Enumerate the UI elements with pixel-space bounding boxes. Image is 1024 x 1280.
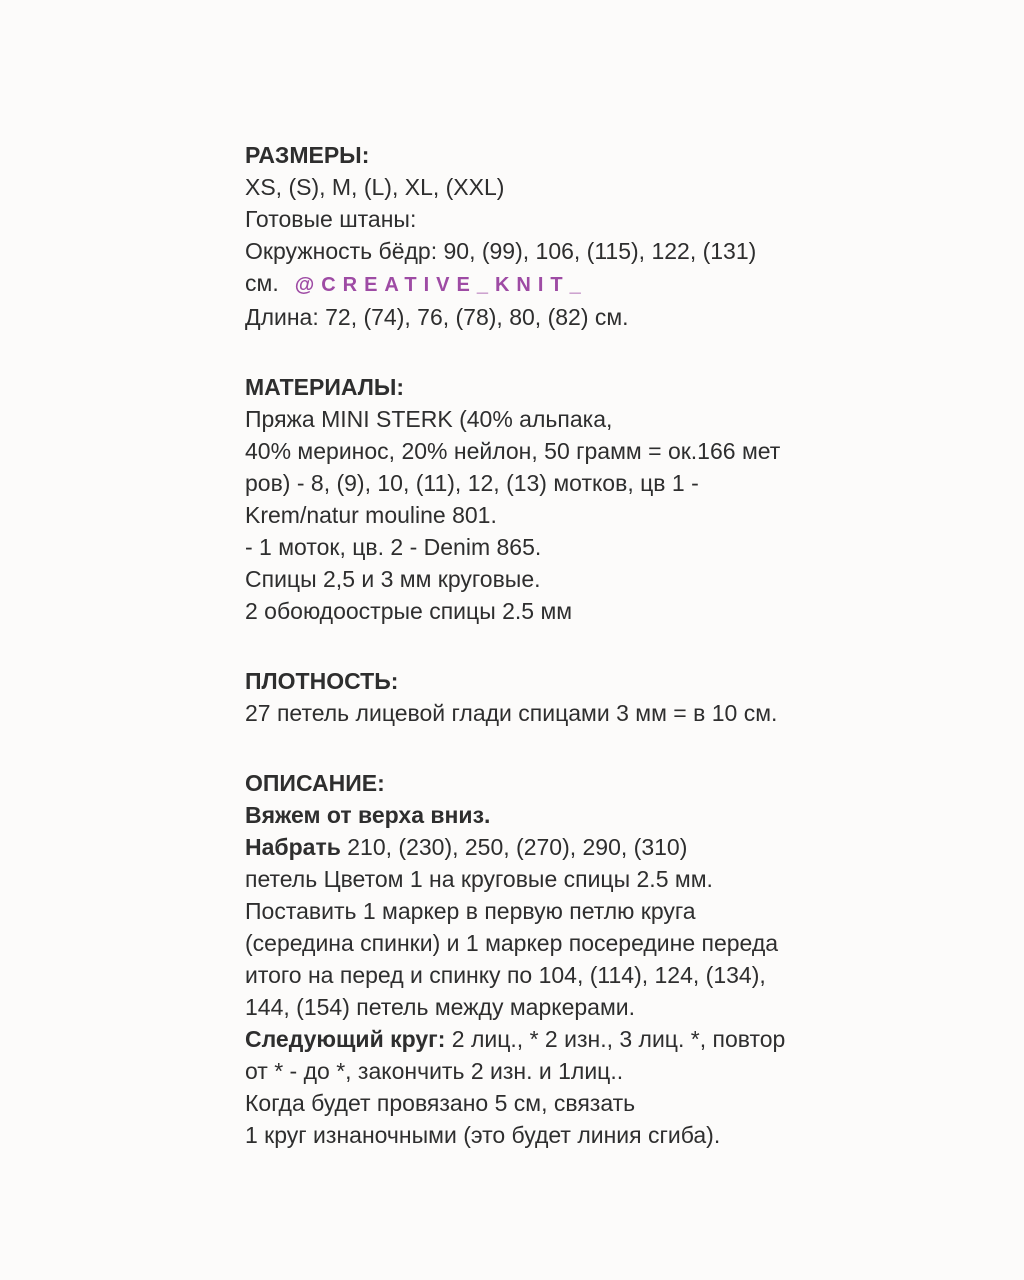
section-sizes: [245, 139, 785, 333]
stitch-split-end-line: 144, (154) петель между маркерами.: [245, 994, 636, 1020]
marker2-line: (середина спинки) и 1 маркер посередине переда: [245, 930, 779, 956]
needles-line: Спицы 2,5 и 3 мм круговые.: [245, 566, 541, 592]
cast-on-keyword: Набрать: [245, 834, 341, 860]
fold-line-intro: Когда будет провязано 5 см, связать: [245, 1090, 636, 1116]
garment-line: Готовые штаны:: [245, 206, 417, 232]
cm-unit-text: см.: [245, 270, 279, 296]
section-gauge: [245, 665, 785, 729]
hips-measurement-line: Окружность бёдр: 90, (99), 106, (115), 122, (131): [245, 238, 757, 264]
cast-on-line: [245, 831, 785, 863]
description-heading: ОПИСАНИЕ:: [245, 770, 385, 796]
next-round-instructions: 2 лиц., * 2 изн., 3 лиц. *, повтор: [445, 1026, 786, 1052]
dpn-needles-line: 2 обоюдоострые спицы 2.5 мм: [245, 598, 573, 624]
sizes-heading: РАЗМЕРЫ:: [245, 142, 370, 168]
section-materials: [245, 371, 785, 627]
marker1-line: Поставить 1 маркер в первую петлю круга: [245, 898, 696, 924]
skeins-count-line: ров) - 8, (9), 10, (11), 12, (13) мотков, цв 1 -: [245, 470, 699, 496]
cm-watermark-line: [245, 267, 785, 301]
length-measurement-line: Длина: 72, (74), 76, (78), 80, (82) см.: [245, 304, 629, 330]
knitting-pattern-document: [245, 139, 785, 1151]
materials-heading: МАТЕРИАЛЫ:: [245, 374, 405, 400]
repeat-line: от * - до *, закончить 2 изн. и 1лиц..: [245, 1058, 624, 1084]
yarn-line: Пряжа MINI STERK (40% альпака,: [245, 406, 613, 432]
cast-on-detail-line: петель Цветом 1 на круговые спицы 2.5 мм.: [245, 866, 713, 892]
gauge-line: 27 петель лицевой глади спицами 3 мм = в 10 см.: [245, 700, 778, 726]
direction-line: Вяжем от верха вниз.: [245, 802, 491, 828]
next-round-keyword: Следующий круг:: [245, 1026, 446, 1052]
cast-on-counts: 210, (230), 250, (270), 290, (310): [340, 834, 688, 860]
sizes-list-line: XS, (S), M, (L), XL, (XXL): [245, 174, 505, 200]
watermark-creative-knit: @CREATIVE_KNIT_: [294, 274, 588, 296]
gauge-heading: ПЛОТНОСТЬ:: [245, 668, 399, 694]
section-description: [245, 767, 785, 1151]
color1-name-line: Krem/natur mouline 801.: [245, 502, 497, 528]
yarn-composition-line: 40% меринос, 20% нейлон, 50 грамм = ок.166 мет: [245, 438, 781, 464]
fold-line-detail: 1 круг изнаночными (это будет линия сгиба).: [245, 1122, 721, 1148]
color2-name-line: - 1 моток, цв. 2 - Denim 865.: [245, 534, 542, 560]
next-round-line: [245, 1023, 785, 1055]
stitch-split-line: итого на перед и спинку по 104, (114), 124, (134),: [245, 962, 766, 988]
